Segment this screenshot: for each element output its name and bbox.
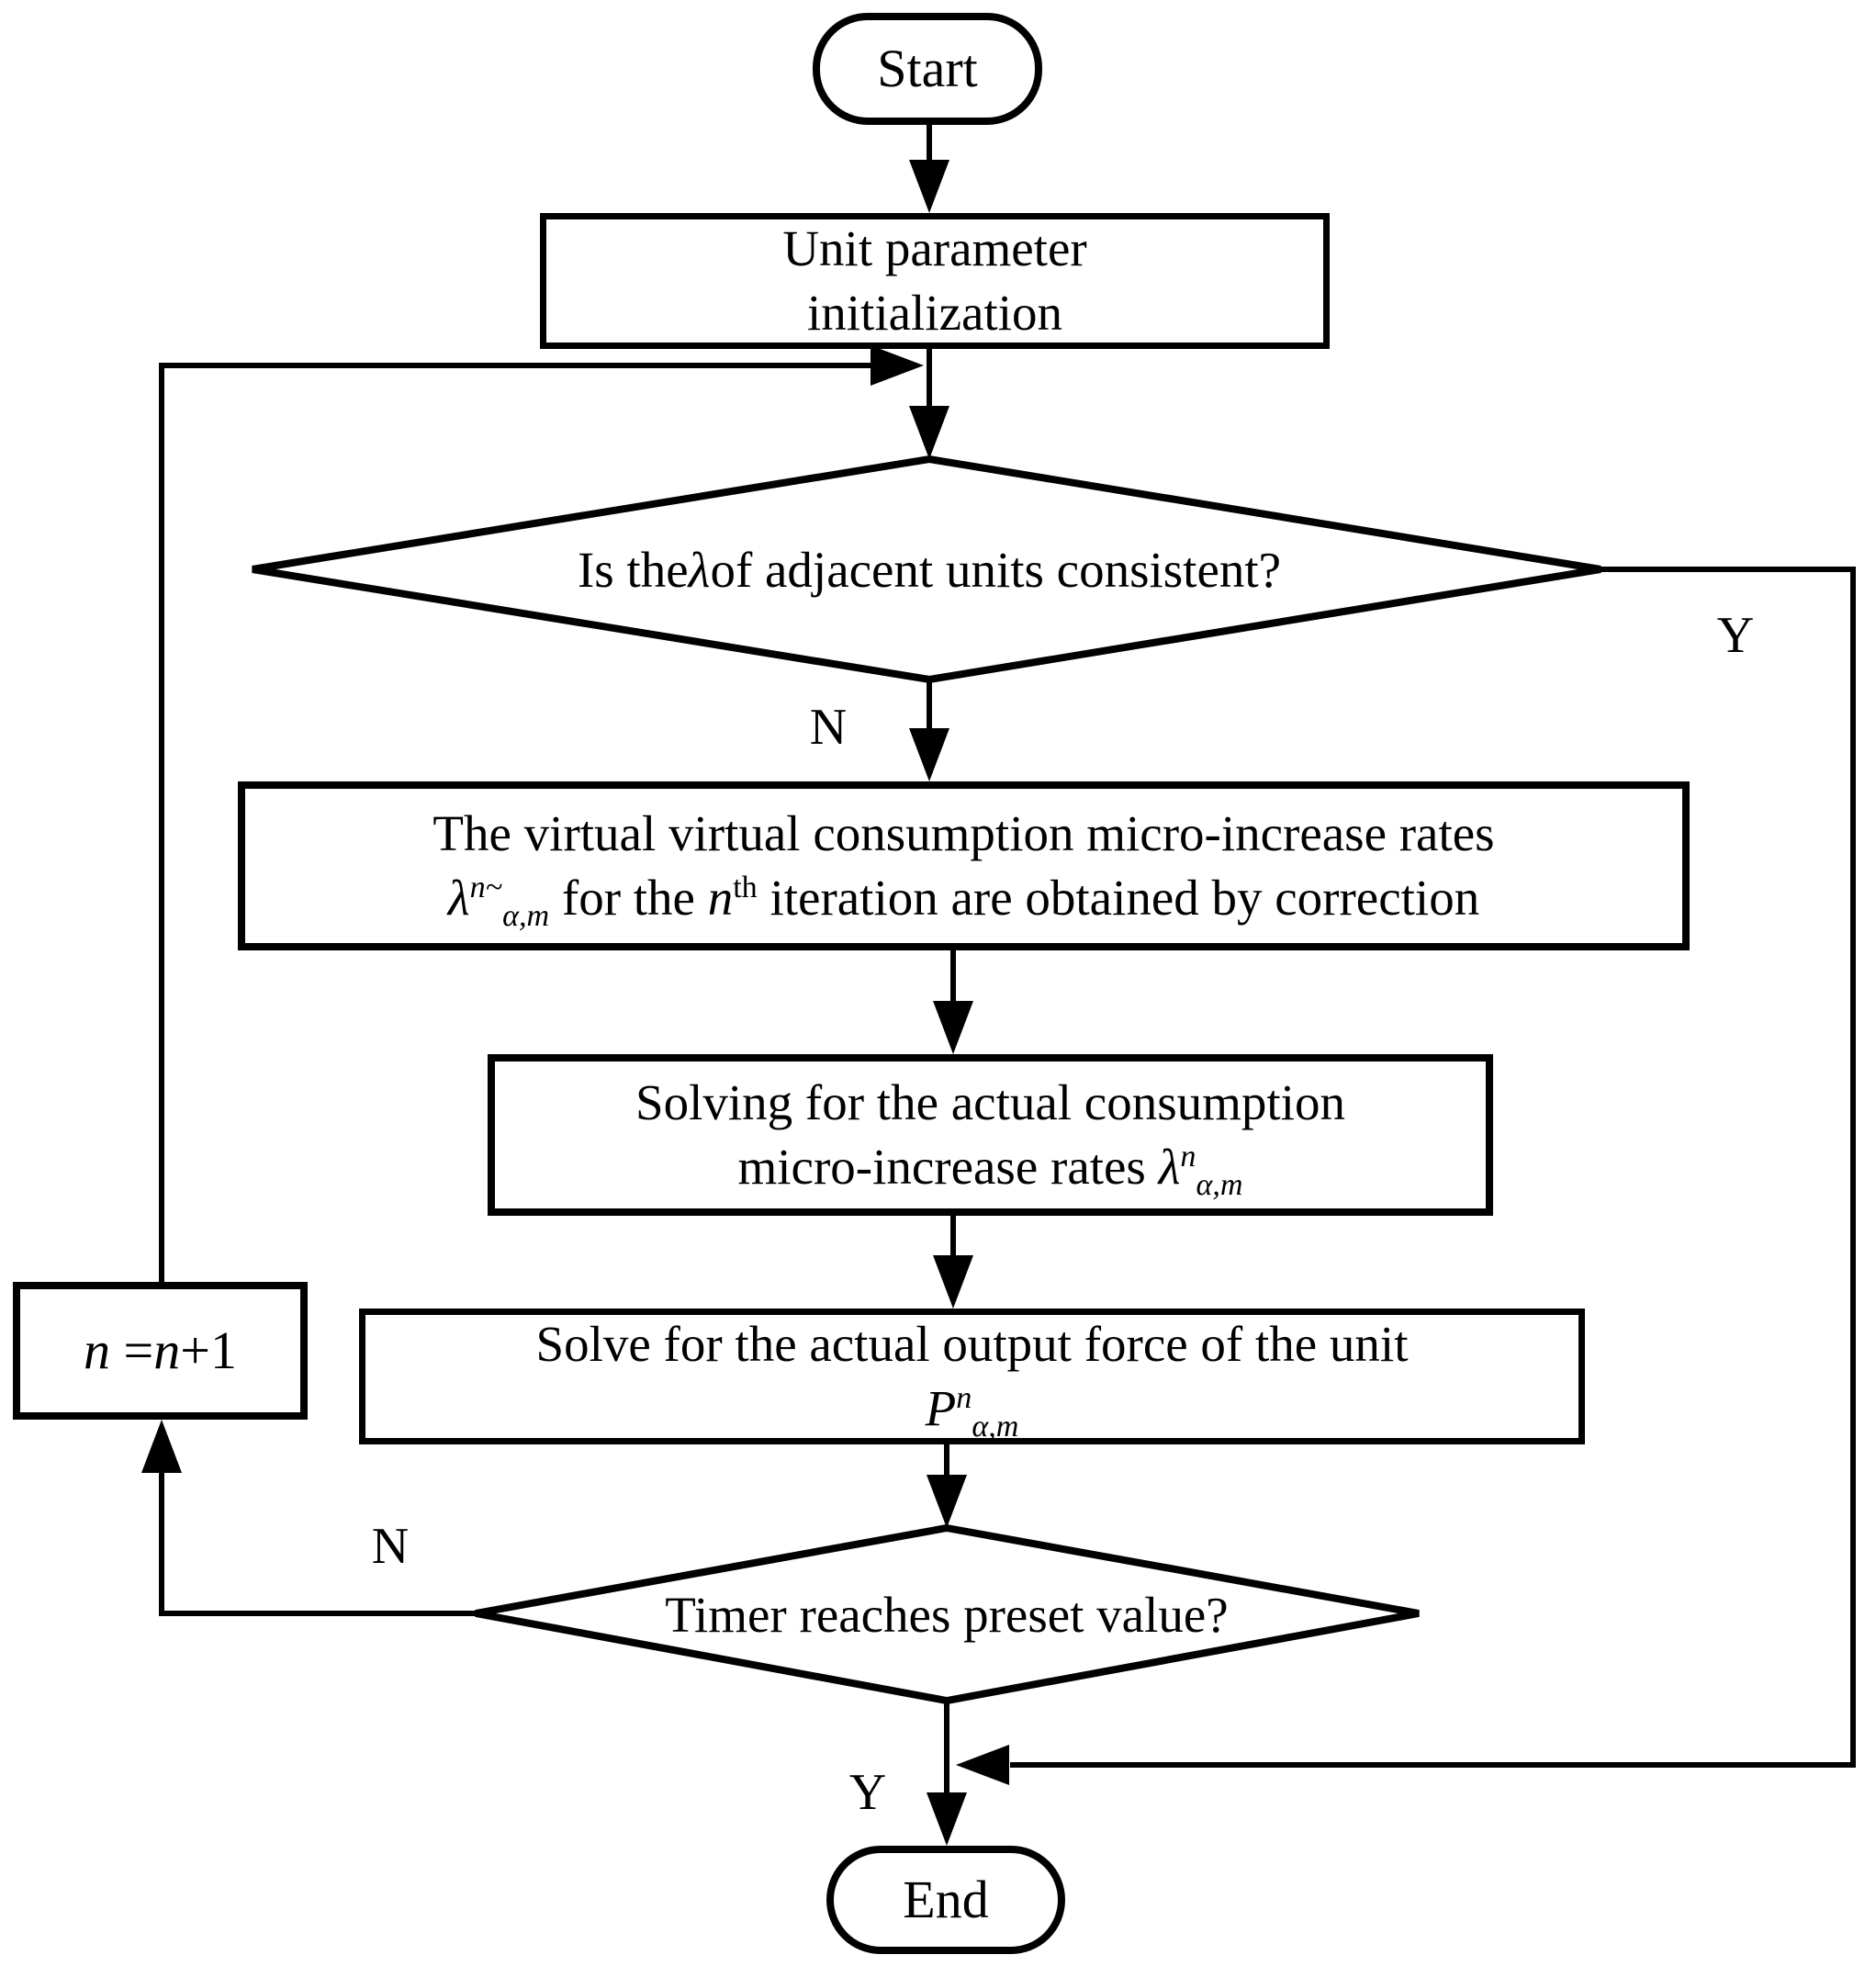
increment-box [13,1282,308,1420]
no-branch-arrow-head [141,1420,182,1473]
end-label: End [903,1869,989,1929]
start-label: Start [877,38,978,98]
lambda-symbol: λ [447,870,470,926]
arrow-start-to-init-head [909,160,949,213]
decision1-text-post: of adjacent units consistent? [710,541,1282,598]
p-variable: P [925,1380,957,1436]
arrow-decision2-to-end-head [927,1792,967,1846]
decision1-no-label: N [809,699,848,756]
solve-rates-line2 [737,1135,1243,1202]
solve-rates-box [488,1054,1493,1216]
solve-rates-line2-pre: micro-increase rates [737,1139,1159,1195]
lambda-symbol: λ [1158,1139,1181,1195]
solve-rates-line1: Solving for the actual consumption [635,1073,1345,1130]
solve-output-line2 [925,1376,1019,1444]
decision1-lambda-symbol: λ [688,541,711,598]
n-variable: n [707,870,734,926]
init-box-line2: initialization [807,285,1062,341]
nth-superscript: th [733,871,758,905]
arrow-output-to-decision2-head [927,1475,967,1528]
correction-box-line2 [447,866,1480,933]
p-superscript: n [956,1381,972,1416]
lambda-superscript: n [1180,1140,1196,1174]
solve-output-line1: Solve for the actual output force of the unit [535,1315,1409,1372]
arrow-rates-to-output-head [933,1255,973,1309]
yes-branch-arrow-head [956,1745,1009,1785]
correction-box-mid-text: for the [549,870,708,926]
increment-equals: = [110,1320,154,1380]
feedback-loop-arrow-head [871,345,924,386]
init-box-line1: Unit parameter [782,219,1087,276]
init-box [540,213,1330,349]
end-node [826,1846,1065,1954]
decision2-no-label: N [371,1518,410,1575]
correction-box [238,781,1690,950]
decision1-text [332,514,1526,624]
increment-n2: n [153,1320,181,1380]
lambda-subscript: α,m [502,898,550,933]
arrow-init-to-decision1-head [909,406,949,459]
lambda-superscript: n~ [469,871,503,905]
lambda-subscript: α,m [1196,1167,1243,1202]
solve-output-box [359,1309,1585,1444]
no-branch-line [162,1471,476,1613]
increment-expression [84,1317,237,1385]
p-subscript: α,m [972,1409,1019,1444]
decision1-text-pre: Is the [577,541,689,598]
increment-n1: n [84,1320,111,1380]
arrow-correction-to-rates-head [933,1001,973,1054]
arrow-decision1-to-correction-head [909,728,949,781]
decision1-yes-label: Y [1716,607,1755,664]
increment-plus-one: +1 [180,1320,237,1380]
correction-box-line1: The virtual virtual consumption micro-increase rates [432,804,1495,861]
start-node [813,13,1042,125]
decision2-yes-label: Y [848,1764,887,1821]
decision2-text: Timer reaches preset value? [665,1586,1229,1643]
correction-box-end-text: iteration are obtained by correction [757,870,1480,926]
